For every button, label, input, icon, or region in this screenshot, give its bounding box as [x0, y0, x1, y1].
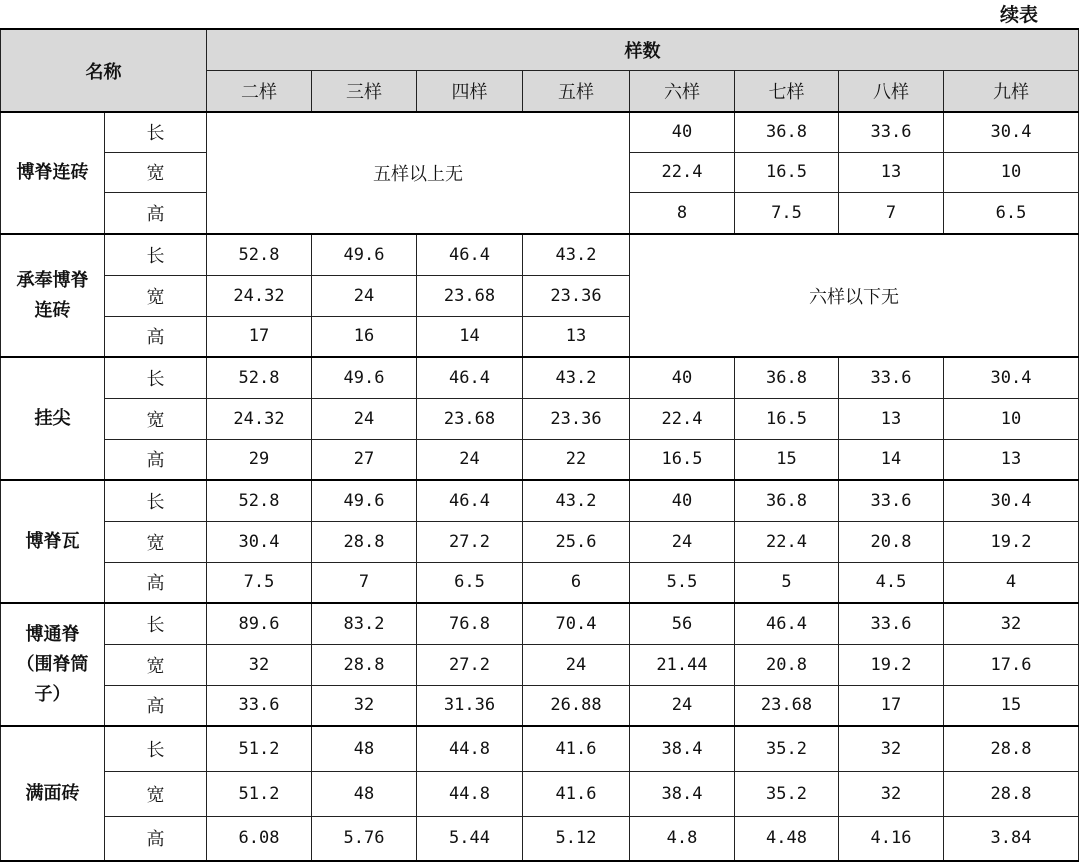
- value-cell: 16.5: [735, 152, 839, 192]
- grade-header: 八样: [839, 71, 944, 113]
- dimension-label: 高: [105, 439, 207, 480]
- value-cell: 33.6: [839, 112, 944, 152]
- value-cell: 10: [944, 398, 1079, 439]
- dimension-label: 宽: [105, 521, 207, 562]
- value-cell: 48: [312, 726, 417, 771]
- table-row: [1, 771, 1079, 816]
- grade-group-header: 样数: [207, 29, 1079, 71]
- value-cell: 40: [630, 112, 735, 152]
- value-cell: 5.44: [417, 816, 523, 861]
- value-cell: 16.5: [630, 439, 735, 480]
- component-name: 满面砖: [1, 726, 105, 861]
- value-cell: 23.68: [417, 275, 523, 316]
- value-cell: 15: [735, 439, 839, 480]
- value-cell: 52.8: [207, 357, 312, 398]
- grade-header: 七样: [735, 71, 839, 113]
- value-cell: 30.4: [944, 357, 1079, 398]
- grade-header: 五样: [523, 71, 630, 113]
- value-cell: 13: [839, 152, 944, 192]
- value-cell: 38.4: [630, 726, 735, 771]
- value-cell: 28.8: [944, 726, 1079, 771]
- value-cell: 5.12: [523, 816, 630, 861]
- value-cell: 38.4: [630, 771, 735, 816]
- value-cell: 23.36: [523, 398, 630, 439]
- value-cell: 32: [839, 726, 944, 771]
- value-cell: 26.88: [523, 685, 630, 726]
- value-cell: 40: [630, 480, 735, 521]
- value-cell: 44.8: [417, 726, 523, 771]
- value-cell: 48: [312, 771, 417, 816]
- value-cell: 24: [630, 521, 735, 562]
- value-cell: 36.8: [735, 112, 839, 152]
- component-name: 承奉博脊连砖: [1, 234, 105, 357]
- value-cell: 16.5: [735, 398, 839, 439]
- dimension-label: 长: [105, 112, 207, 152]
- value-cell: 32: [839, 771, 944, 816]
- value-cell: 27.2: [417, 644, 523, 685]
- value-cell: 23.68: [735, 685, 839, 726]
- value-cell: 6.5: [944, 192, 1079, 234]
- value-cell: 22: [523, 439, 630, 480]
- dimension-label: 高: [105, 685, 207, 726]
- table-row: [1, 112, 1079, 152]
- table-row: [1, 644, 1079, 685]
- value-cell: 4.16: [839, 816, 944, 861]
- value-cell: 4: [944, 562, 1079, 603]
- value-cell: 51.2: [207, 771, 312, 816]
- value-cell: 46.4: [417, 480, 523, 521]
- value-cell: 19.2: [944, 521, 1079, 562]
- value-cell: 24: [417, 439, 523, 480]
- value-cell: 76.8: [417, 603, 523, 644]
- value-cell: 13: [944, 439, 1079, 480]
- value-cell: 33.6: [207, 685, 312, 726]
- dimension-label: 宽: [105, 152, 207, 192]
- table-row: [1, 685, 1079, 726]
- value-cell: 28.8: [312, 644, 417, 685]
- value-cell: 4.8: [630, 816, 735, 861]
- value-cell: 24: [312, 398, 417, 439]
- value-cell: 21.44: [630, 644, 735, 685]
- value-cell: 20.8: [735, 644, 839, 685]
- value-cell: 46.4: [735, 603, 839, 644]
- dimension-label: 长: [105, 726, 207, 771]
- value-cell: 17.6: [944, 644, 1079, 685]
- value-cell: 20.8: [839, 521, 944, 562]
- table-row: [1, 439, 1079, 480]
- value-cell: 30.4: [944, 480, 1079, 521]
- dimension-label: 长: [105, 603, 207, 644]
- value-cell: 22.4: [735, 521, 839, 562]
- dimension-label: 长: [105, 480, 207, 521]
- value-cell: 10: [944, 152, 1079, 192]
- dimension-label: 宽: [105, 771, 207, 816]
- value-cell: 17: [839, 685, 944, 726]
- value-cell: 33.6: [839, 357, 944, 398]
- dimension-label: 高: [105, 816, 207, 861]
- component-name: 博脊连砖: [1, 112, 105, 234]
- value-cell: 14: [417, 316, 523, 357]
- table-row: [1, 480, 1079, 521]
- brick-dimensions-table: [0, 28, 1079, 862]
- value-cell: 41.6: [523, 771, 630, 816]
- value-cell: 5.5: [630, 562, 735, 603]
- value-cell: 28.8: [312, 521, 417, 562]
- value-cell: 24: [630, 685, 735, 726]
- table-row: [1, 816, 1079, 861]
- value-cell: 17: [207, 316, 312, 357]
- value-cell: 28.8: [944, 771, 1079, 816]
- table-caption: 续表: [999, 4, 1038, 26]
- value-cell: 22.4: [630, 152, 735, 192]
- name-column-header: 名称: [1, 29, 207, 112]
- value-cell: 52.8: [207, 234, 312, 275]
- value-cell: 13: [523, 316, 630, 357]
- value-cell: 3.84: [944, 816, 1079, 861]
- value-cell: 24.32: [207, 275, 312, 316]
- value-cell: 56: [630, 603, 735, 644]
- dimension-label: 宽: [105, 275, 207, 316]
- value-cell: 7: [312, 562, 417, 603]
- dimension-label: 高: [105, 192, 207, 234]
- value-cell: 22.4: [630, 398, 735, 439]
- value-cell: 5.76: [312, 816, 417, 861]
- value-cell: 43.2: [523, 357, 630, 398]
- value-cell: 33.6: [839, 480, 944, 521]
- value-cell: 25.6: [523, 521, 630, 562]
- value-cell: 23.68: [417, 398, 523, 439]
- value-cell: 51.2: [207, 726, 312, 771]
- grade-header: 三样: [312, 71, 417, 113]
- value-cell: 49.6: [312, 234, 417, 275]
- component-name: 博通脊（围脊筒子）: [1, 603, 105, 726]
- value-cell: 43.2: [523, 234, 630, 275]
- dimension-label: 长: [105, 357, 207, 398]
- table-row: [1, 562, 1079, 603]
- value-cell: 49.6: [312, 357, 417, 398]
- value-cell: 43.2: [523, 480, 630, 521]
- value-cell: 46.4: [417, 357, 523, 398]
- grade-header: 二样: [207, 71, 312, 113]
- value-cell: 15: [944, 685, 1079, 726]
- value-cell: 24: [312, 275, 417, 316]
- value-cell: 8: [630, 192, 735, 234]
- dimension-label: 宽: [105, 644, 207, 685]
- value-cell: 27: [312, 439, 417, 480]
- value-cell: 14: [839, 439, 944, 480]
- value-cell: 32: [207, 644, 312, 685]
- value-cell: 4.5: [839, 562, 944, 603]
- grade-header: 九样: [944, 71, 1079, 113]
- value-cell: 32: [944, 603, 1079, 644]
- dimension-label: 宽: [105, 398, 207, 439]
- value-cell: 29: [207, 439, 312, 480]
- value-cell: 44.8: [417, 771, 523, 816]
- value-cell: 6.5: [417, 562, 523, 603]
- table-row: [1, 357, 1079, 398]
- value-cell: 7.5: [207, 562, 312, 603]
- value-cell: 52.8: [207, 480, 312, 521]
- value-cell: 19.2: [839, 644, 944, 685]
- value-cell: 46.4: [417, 234, 523, 275]
- table-row: [1, 603, 1079, 644]
- component-name: 博脊瓦: [1, 480, 105, 603]
- value-cell: 33.6: [839, 603, 944, 644]
- merged-note-cell: 六样以下无: [630, 234, 1079, 357]
- table-row: [1, 521, 1079, 562]
- value-cell: 36.8: [735, 480, 839, 521]
- value-cell: 30.4: [207, 521, 312, 562]
- value-cell: 6.08: [207, 816, 312, 861]
- value-cell: 7: [839, 192, 944, 234]
- value-cell: 36.8: [735, 357, 839, 398]
- value-cell: 30.4: [944, 112, 1079, 152]
- dimension-label: 高: [105, 316, 207, 357]
- table-row: [1, 398, 1079, 439]
- table-row: [1, 234, 1079, 275]
- value-cell: 40: [630, 357, 735, 398]
- component-name: 挂尖: [1, 357, 105, 480]
- value-cell: 35.2: [735, 771, 839, 816]
- value-cell: 83.2: [312, 603, 417, 644]
- grade-header: 六样: [630, 71, 735, 113]
- value-cell: 16: [312, 316, 417, 357]
- value-cell: 31.36: [417, 685, 523, 726]
- value-cell: 13: [839, 398, 944, 439]
- value-cell: 49.6: [312, 480, 417, 521]
- value-cell: 7.5: [735, 192, 839, 234]
- value-cell: 70.4: [523, 603, 630, 644]
- value-cell: 4.48: [735, 816, 839, 861]
- merged-note-cell: 五样以上无: [207, 112, 630, 234]
- grade-header: 四样: [417, 71, 523, 113]
- value-cell: 35.2: [735, 726, 839, 771]
- table-row: [1, 726, 1079, 771]
- dimension-label: 高: [105, 562, 207, 603]
- value-cell: 23.36: [523, 275, 630, 316]
- value-cell: 24.32: [207, 398, 312, 439]
- value-cell: 5: [735, 562, 839, 603]
- value-cell: 24: [523, 644, 630, 685]
- value-cell: 32: [312, 685, 417, 726]
- value-cell: 6: [523, 562, 630, 603]
- value-cell: 89.6: [207, 603, 312, 644]
- dimension-label: 长: [105, 234, 207, 275]
- value-cell: 41.6: [523, 726, 630, 771]
- value-cell: 27.2: [417, 521, 523, 562]
